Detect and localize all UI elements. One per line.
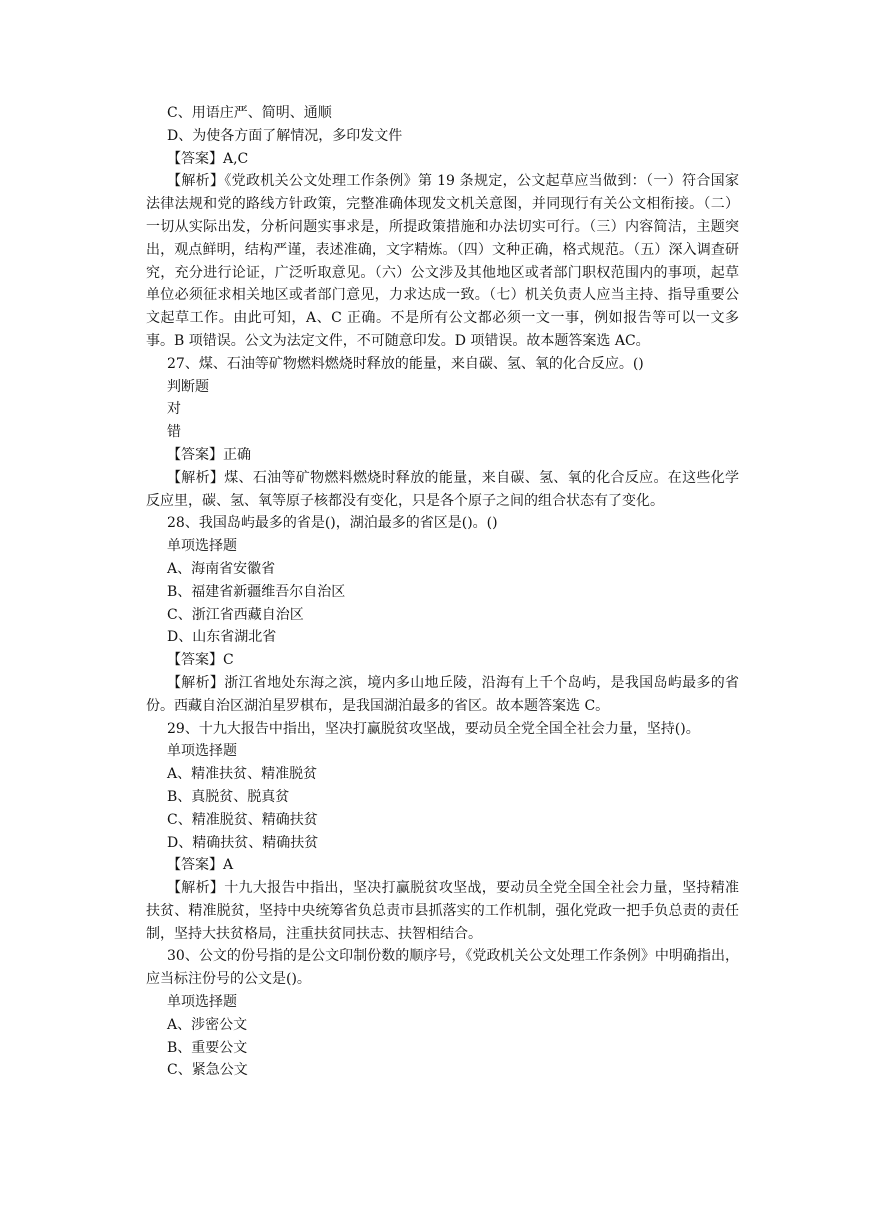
q27-option-true: 对	[167, 401, 181, 418]
q28-answer: 【答案】C	[167, 652, 234, 669]
q28-type: 单项选择题	[167, 538, 237, 555]
q29-analysis: 【解析】十九大报告中指出，坚决打赢脱贫攻坚战，要动员全党全国全社会力量，坚持精准扶贫、精准脱贫，坚持中央统筹省负总责市县抓落实的工作机制，强化党政一把手负总责的责任制，坚持大扶贫格局，注重扶贫同扶志、扶智相结合。	[146, 880, 739, 942]
q28-analysis: 【解析】浙江省地处东海之滨，境内多山地丘陵，沿海有上千个岛屿，是我国岛屿最多的省份。西藏自治区湖泊星罗棋布，是我国湖泊最多的省区。故本题答案选 C。	[146, 674, 739, 714]
q29-answer: 【答案】A	[167, 857, 234, 874]
q30-option-b: B、重要公文	[167, 1039, 248, 1056]
q27-option-false: 错	[167, 424, 181, 441]
q29-option-d: D、精确扶贫、精确扶贫	[167, 834, 319, 851]
q27-type: 判断题	[167, 378, 209, 395]
q27-analysis: 【解析】煤、石油等矿物燃料燃烧时释放的能量，来自碳、氢、氧的化合反应。在这些化学反应里，碳、氢、氧等原子核都没有变化，只是各个原子之间的组合状态有了变化。	[146, 469, 739, 509]
q26-analysis: 【解析】《党政机关公文处理工作条例》第 19 条规定，公文起草应当做到：（一）符合国家法律法规和党的路线方针政策，完整准确体现发文机关意图，并同现行有关公文相衔接。（二）一切从实际出发，分析问题实事求是，所提政策措施和办法切实可行。（三）内容简洁，主题突出，观点鲜明，结构严谨，表述准确，文字精炼。（四）文种正确，格式规范。（五）深入调查研究，充分进行论证，广泛听取意见。（六）公文涉及其他地区或者部门职权范围内的事项，起草单位必须征求相关地区或者部门意见，力求达成一致。（七）机关负责人应当主持、指导重要公文起草工作。由此可知，A、C 正确。不是所有公文都必须一文一事，例如报告等可以一文多事。B 项错误。公文为法定文件，不可随意印发。D 项错误。故本题答案选 AC。	[146, 173, 739, 349]
q26-option-d: D、为使各方面了解情况，多印发文件	[167, 127, 403, 144]
q30-option-c: C、紧急公文	[167, 1062, 248, 1079]
q29-option-c: C、精准脱贫、精确扶贫	[167, 811, 318, 828]
q28-option-a: A、海南省安徽省	[167, 560, 276, 577]
q26-option-c: C、用语庄严、简明、通顺	[167, 105, 332, 121]
q26-answer: 【答案】A,C	[167, 150, 249, 167]
q28-option-b: B、福建省新疆维吾尔自治区	[167, 583, 346, 600]
q29-question: 29、十九大报告中指出，坚决打赢脱贫攻坚战，要动员全党全国全社会力量，坚持()。	[167, 720, 700, 737]
q30-type: 单项选择题	[167, 994, 237, 1011]
q29-option-b: B、真脱贫、脱真贫	[167, 788, 290, 805]
q30-option-a: A、涉密公文	[167, 1016, 248, 1033]
q27-answer: 【答案】正确	[167, 446, 251, 463]
q28-question: 28、我国岛屿最多的省是()，湖泊最多的省区是()。()	[167, 515, 498, 532]
q29-option-a: A、精准扶贫、精准脱贫	[167, 766, 318, 783]
q28-option-c: C、浙江省西藏自治区	[167, 606, 304, 623]
q29-type: 单项选择题	[167, 743, 237, 760]
q28-option-d: D、山东省湖北省	[167, 629, 277, 646]
q27-question: 27、煤、石油等矿物燃料燃烧时释放的能量，来自碳、氢、氧的化合反应。()	[167, 355, 644, 372]
q30-question: 30、公文的份号指的是公文印制份数的顺序号，《党政机关公文处理工作条例》中明确指出，应当标注份号的公文是()。	[146, 948, 739, 988]
